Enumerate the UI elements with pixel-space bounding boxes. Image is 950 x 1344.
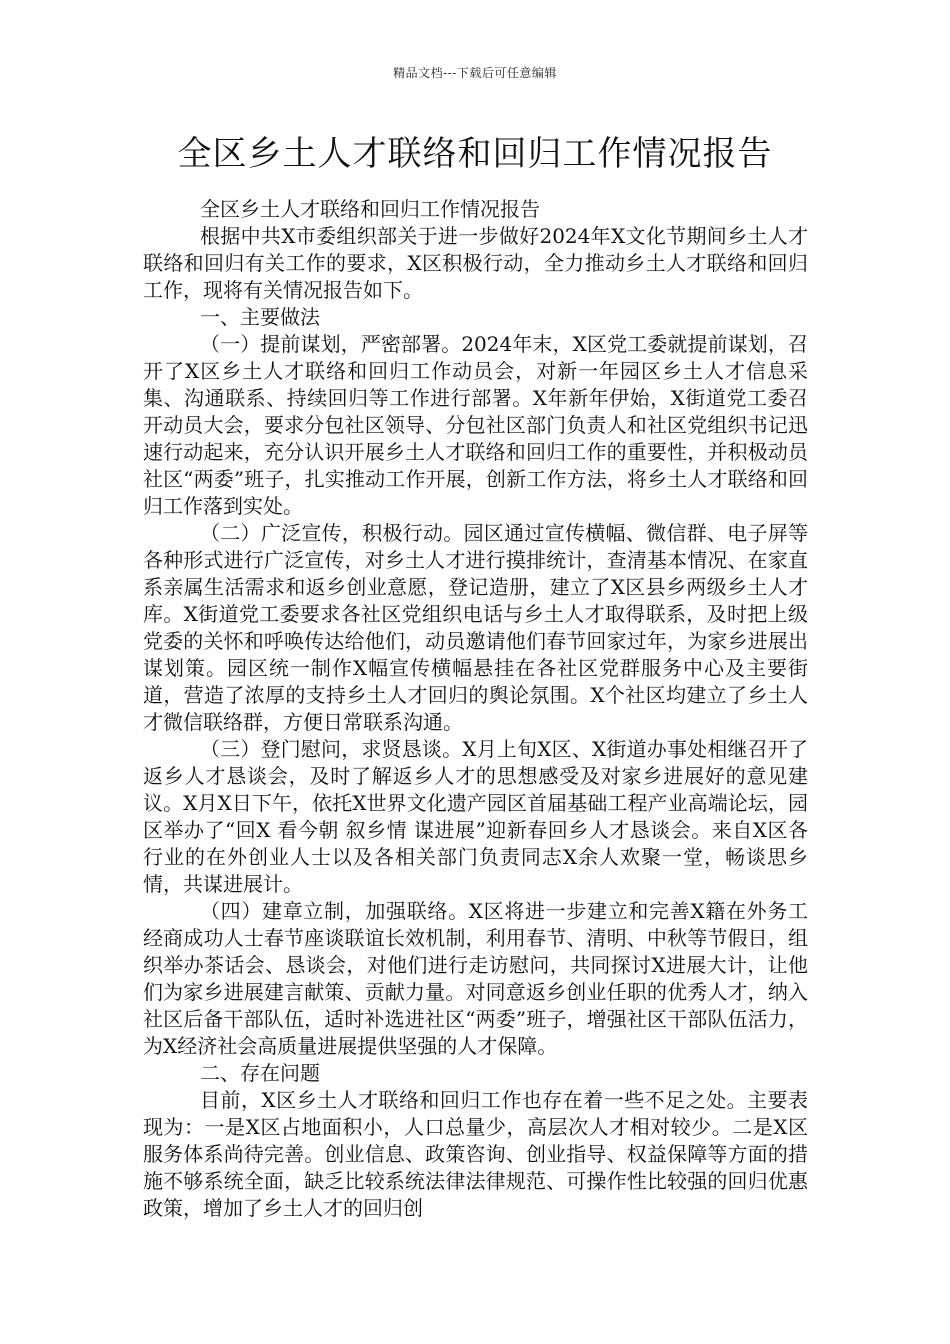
page-header: 精品文档---下载后可任意编辑 bbox=[393, 66, 557, 80]
section-heading-problems: 二、存在问题 bbox=[200, 1061, 320, 1085]
section-heading-main-practices: 一、主要做法 bbox=[200, 305, 320, 329]
body-paragraph-problems: 目前，X区乡土人才联络和回归工作也存在着一些不足之处。主要表现为：一是X区占地面积小，人口总量少，高层次人才相对较少。二是X区服务体系尚待完善。创业信息、政策咨询、创业指导、权益保障等方面的措施不够系统全面，缺乏比较系统法律法律规范、可操作性比较强的回归优惠政策，增加了乡土人才的回归创 bbox=[143, 1088, 808, 1220]
body-paragraph-subtitle: 全区乡土人才联络和回归工作情况报告 bbox=[200, 197, 540, 221]
body-paragraph-publicity: （二）广泛宣传，积极行动。园区通过宣传横幅、微信群、电子屏等各种形式进行广泛宣传，对乡土人才进行摸排统计，查清基本情况、在家直系亲属生活需求和返乡创业意愿，登记造册，建立了X区县乡两级乡土人才库。X街道党工委要求各社区党组织电话与乡土人才取得联系，及时把上级党委的关怀和呼唤传达给他们，动员邀请他们春节回家过年，为家乡进展出谋划策。园区统一制作X幅宣传横幅悬挂在各社区党群服务中心及主要街道，营造了浓厚的支持乡土人才回归的舆论氛围。X个社区均建立了乡土人才微信联络群，方便日常联系沟通。 bbox=[143, 521, 808, 734]
body-paragraph-mechanisms: （四）建章立制，加强联络。X区将进一步建立和完善X籍在外务工经商成功人士春节座谈联谊长效机制，利用春节、清明、中秋等节假日，组织举办茶话会、恳谈会，对他们进行走访慰问，共同探讨X进展大计，让他们为家乡进展建言献策、贡献力量。对同意返乡创业任职的优秀人才，纳入社区后备干部队伍，适时补选进社区“两委”班子，增强社区干部队伍活力，为X经济社会高质量进展提供坚强的人才保障。 bbox=[143, 899, 808, 1058]
body-paragraph-intro: 根据中共X市委组织部关于进一步做好2024年X文化节期间乡土人才联络和回归有关工作的要求，X区积极行动，全力推动乡土人才联络和回归工作，现将有关情况报告如下。 bbox=[143, 224, 808, 302]
document-title: 全区乡土人才联络和回归工作情况报告 bbox=[177, 134, 773, 174]
document-body bbox=[143, 196, 808, 1222]
body-paragraph-planning: （一）提前谋划，严密部署。2024年末，X区党工委就提前谋划，召开了X区乡土人才联络和回归工作动员会，对新一年园区乡土人才信息采集、沟通联系、持续回归等工作进行部署。X年新年伊始，X街道党工委召开动员大会，要求分包社区领导、分包社区部门负责人和社区党组织书记迅速行动起来，充分认识开展乡土人才联络和回归工作的重要性，并积极动员社区“两委”班子，扎实推动工作开展，创新工作方法，将乡土人才联络和回归工作落到实处。 bbox=[143, 332, 808, 518]
body-paragraph-visits: （三）登门慰问，求贤恳谈。X月上旬X区、X街道办事处相继召开了返乡人才恳谈会，及时了解返乡人才的思想感受及对家乡进展好的意见建议。X月X日下午，依托X世界文化遗产园区首届基础工程产业高端论坛，园区举办了“回X 看今朝 叙乡情 谋进展”迎新春回乡人才恳谈会。来自X区各行业的在外创业人士以及各相关部门负责同志X余人欢聚一堂，畅谈思乡情，共谋进展计。 bbox=[143, 737, 808, 896]
